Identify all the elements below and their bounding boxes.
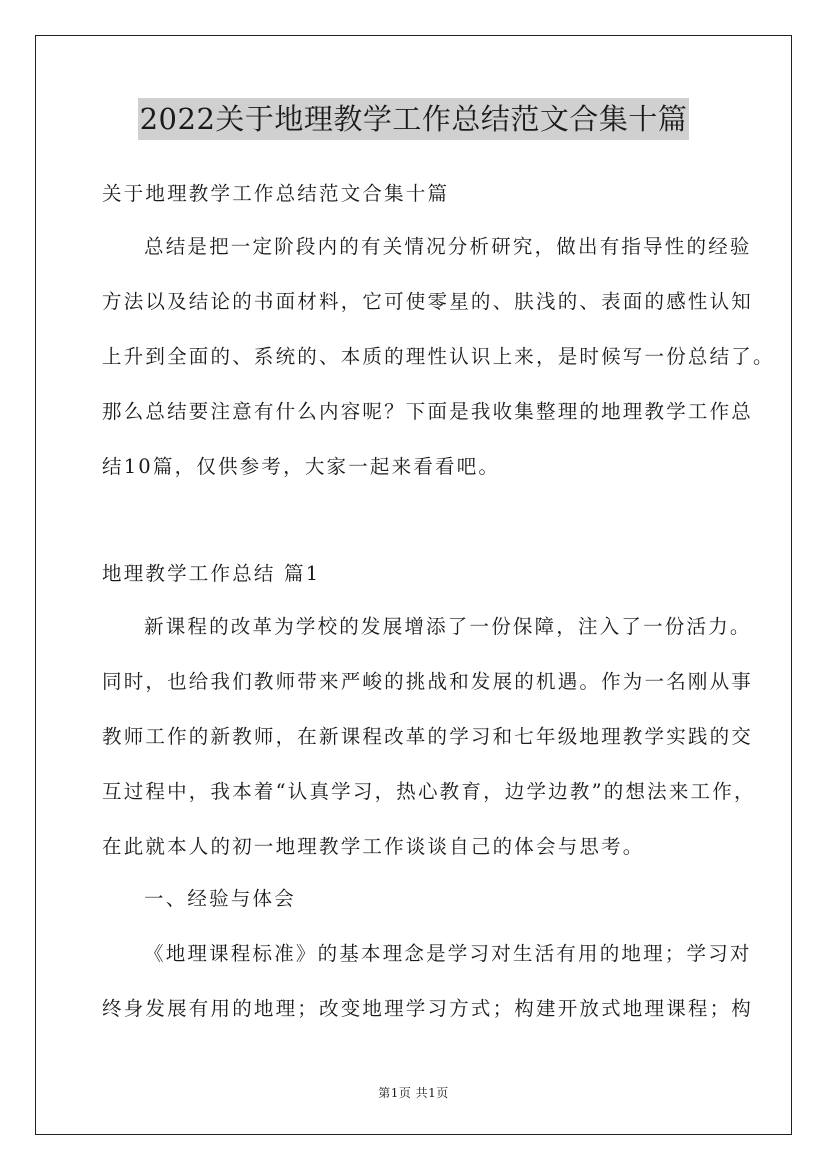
- sub-heading: 一、经验与体会: [144, 887, 296, 910]
- document-title: 2022关于地理教学工作总结范文合集十篇: [138, 98, 690, 140]
- section-line-4: 互过程中，我本着“认真学习，热心教育，边学边教”的想法来工作，: [102, 780, 756, 803]
- title-container: [0, 98, 827, 140]
- intro-line-3: 上升到全面的、系统的、本质的理性认识上来，是时候写一份总结了。: [102, 345, 775, 368]
- body-line-1: 《地理课程标准》的基本理念是学习对生活有用的地理；学习对: [144, 942, 752, 965]
- intro-line-2: 方法以及结论的书面材料，它可使零星的、肤浅的、表面的感性认知: [102, 290, 754, 313]
- document-subtitle: 关于地理教学工作总结范文合集十篇: [102, 182, 450, 205]
- section-heading: 地理教学工作总结 篇1: [102, 562, 321, 585]
- section-line-2: 同时，也给我们教师带来严峻的挑战和发展的机遇。作为一名刚从事: [102, 670, 754, 693]
- section-line-3: 教师工作的新教师，在新课程改革的学习和七年级地理教学实践的交: [102, 725, 754, 748]
- section-line-5: 在此就本人的初一地理教学工作谈谈自己的体会与思考。: [102, 835, 645, 858]
- intro-line-5: 结10篇，仅供参考，大家一起来看看吧。: [102, 455, 501, 478]
- intro-line-4: 那么总结要注意有什么内容呢？下面是我收集整理的地理教学工作总: [102, 400, 754, 423]
- section-line-1: 新课程的改革为学校的发展增添了一份保障，注入了一份活力。: [144, 615, 752, 638]
- body-line-2: 终身发展有用的地理；改变地理学习方式；构建开放式地理课程；构: [102, 997, 754, 1020]
- page-footer: 第1页 共1页: [378, 1086, 449, 1100]
- intro-line-1: 总结是把一定阶段内的有关情况分析研究，做出有指导性的经验: [144, 235, 752, 258]
